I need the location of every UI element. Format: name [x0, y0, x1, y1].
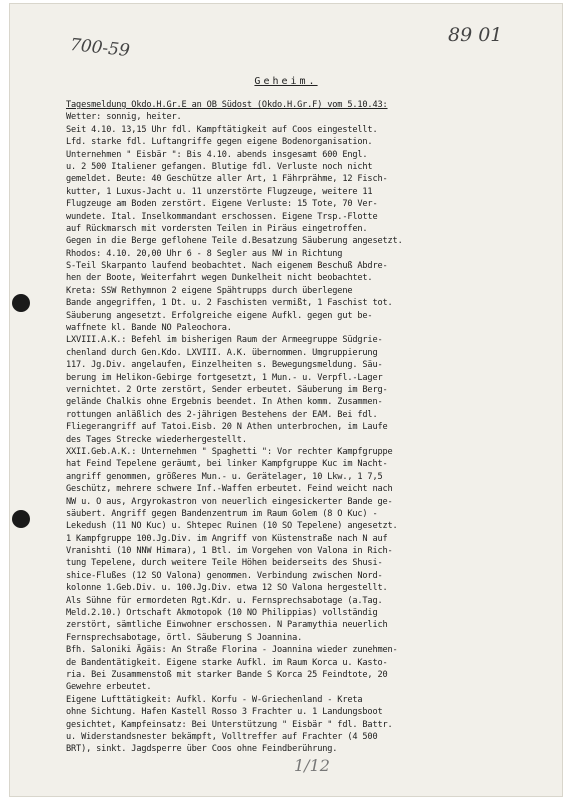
- text-line: angriff genommen, größeres Mun.- u. Gerätelager, 10 Lkw., 1 7,5: [66, 471, 383, 482]
- text-line: kolonne 1.Geb.Div. u. 100.Jg.Div. etwa 12 SO Valona hergestellt.: [66, 583, 388, 594]
- text-line: shice-Flußes (12 SO Valona) genommen. Verbindung zwischen Nord-: [66, 570, 383, 581]
- text-line: ria. Bei Zusammenstoß mit starker Bande S Korca 25 Feindtote, 20: [66, 669, 388, 680]
- text-line: rottungen anläßlich des 2-jährigen Bestehens der EAM. Bei fdl.: [66, 409, 378, 420]
- text-line: 1 Kampfgruppe 100.Jg.Div. im Angriff von Küstenstraße nach N auf: [66, 533, 388, 544]
- text-line: Bfh. Saloniki Ägäis: An Straße Florina - Joannina wieder zunehmen-: [66, 645, 398, 656]
- text-line: gelände Chalkis ohne Ergebnis beendet. In Athen komm. Zusammen-: [66, 397, 383, 408]
- text-line: u. 2 500 Italiener gefangen. Blutige fdl. Verluste noch nicht: [66, 161, 373, 172]
- text-line: 117. Jg.Div. angelaufen, Einzelheiten s. Bewegungsmeldung. Säu-: [66, 360, 383, 371]
- text-line: u. Widerstandsnester bekämpft, Volltreffer auf Frachter (4 500: [66, 731, 378, 742]
- text-line: Bande angegriffen, 1 Dt. u. 2 Faschisten vermißt, 1 Faschist tot.: [66, 298, 393, 309]
- text-line: Seit 4.10. 13,15 Uhr fdl. Kampftätigkeit auf Coos eingestellt.: [66, 124, 378, 135]
- text-line: hat Feind Tepelene geräumt, bei linker Kampfgruppe Kuc im Nacht-: [66, 459, 388, 470]
- text-line: Unternehmen " Eisbär ": Bis 4.10. abends insgesamt 600 Engl.: [66, 149, 368, 160]
- text-line: tung Tepelene, durch weitere Teile Höhen beiderseits des Shusi-: [66, 558, 383, 569]
- handwritten-page-mark: 1/12: [294, 756, 330, 775]
- document-page: [10, 4, 562, 796]
- text-line: waffnete kl. Bande NO Paleochora.: [66, 323, 232, 334]
- text-line: ohne Sichtung. Hafen Kastell Rosso 3 Frachter u. 1 Landungsboot: [66, 707, 383, 718]
- text-line: Kreta: SSW Rethymnon 2 eigene Spähtrupps durch überlegene: [66, 285, 353, 296]
- text-line: Lfd. starke fdl. Luftangriffe gegen eigene Bodenorganisation.: [66, 137, 373, 148]
- text-line: Säuberung angesetzt. Erfolgreiche eigene Aufkl. gegen gut be-: [66, 310, 373, 321]
- text-line: hen der Boote, Weiterfahrt wegen Dunkelheit nicht beobachtet.: [66, 273, 373, 284]
- text-line: wundete. Ital. Inselkommandant erschossen. Eigene Trsp.-Flotte: [66, 211, 378, 222]
- text-line: kutter, 1 Luxus-Jacht u. 11 unzerstörte Flugzeuge, weitere 11: [66, 186, 373, 197]
- text-line: gesichtet, Kampfeinsatz: Bei Unterstützung " Eisbär " fdl. Battr.: [66, 719, 393, 730]
- text-line: Rhodos: 4.10. 20,00 Uhr 6 - 8 Segler aus NW in Richtung: [66, 248, 343, 259]
- text-line: Geschütz, mehrere schwere Inf.-Waffen erbeutet. Feind weicht nach: [66, 484, 393, 495]
- handwritten-number-top-right: 89 01: [448, 24, 503, 46]
- text-line: NW u. O aus, Argyrokastron von neuerlich eingesickerter Bande ge-: [66, 496, 393, 507]
- text-line: Fernsprechsabotage, örtl. Säuberung S Joannina.: [66, 632, 303, 643]
- punch-hole-upper: [12, 294, 30, 312]
- text-line: S-Teil Skarpanto laufend beobachtet. Nach eigenem Beschuß Abdre-: [66, 261, 388, 272]
- text-line: BRT), sinkt. Jagdsperre über Coos ohne Feindberührung.: [66, 744, 338, 755]
- text-line: LXVIII.A.K.: Befehl im bisherigen Raum der Armeegruppe Südgrie-: [66, 335, 383, 346]
- handwritten-number-top-left: 700-59: [69, 34, 131, 62]
- text-line: Flugzeuge am Boden zerstört. Eigene Verluste: 15 Tote, 70 Ver-: [66, 199, 378, 210]
- text-line: Meld.2.10.) Ortschaft Akmotopok (10 NO Philippias) vollständig: [66, 608, 378, 619]
- text-line: chenland durch Gen.Kdo. LXVIII. A.K. übernommen. Umgruppierung: [66, 347, 378, 358]
- text-line: vernichtet. 2 Orte zerstört, Sender erbeutet. Säuberung im Berg-: [66, 384, 388, 395]
- text-line: säubert. Angriff gegen Bandenzentrum im Raum Golem (8 O Kuc) -: [66, 508, 378, 519]
- text-line: de Bandentätigkeit. Eigene starke Aufkl. im Raum Korca u. Kasto-: [66, 657, 388, 668]
- text-line: gemeldet. Beute: 40 Geschütze aller Art, 1 Fährprähme, 12 Fisch-: [66, 174, 388, 185]
- punch-hole-lower: [12, 510, 30, 528]
- text-line: berung im Helikon-Gebirge fortgesetzt, 1 Mun.- u. Verpfl.-Lager: [66, 372, 383, 383]
- text-line: zerstört, sämtliche Einwohner erschossen. N Paramythia neuerlich: [66, 620, 388, 631]
- text-line: Tagesmeldung Okdo.H.Gr.E an OB Südost (Okdo.H.Gr.F) vom 5.10.43:: [66, 100, 388, 110]
- text-line: Vranishti (10 NNW Himara), 1 Btl. im Vorgehen von Valona in Rich-: [66, 546, 393, 557]
- text-line: des Tages Strecke wiederhergestellt.: [66, 434, 247, 445]
- text-line: Wetter: sonnig, heiter.: [66, 112, 182, 123]
- text-line: Eigene Lufttätigkeit: Aufkl. Korfu - W-Griechenland - Kreta: [66, 694, 363, 705]
- text-line: XXII.Geb.A.K.: Unternehmen " Spaghetti ": Vor rechter Kampfgruppe: [66, 446, 393, 457]
- text-line: Gegen in die Berge geflohene Teile d.Besatzung Säuberung angesetzt.: [66, 236, 403, 247]
- text-line: Als Sühne für ermordeten Rgt.Kdr. u. Fernsprechsabotage (a.Tag.: [66, 595, 383, 606]
- classification-heading: Geheim.: [254, 76, 318, 87]
- report-body: [66, 99, 554, 756]
- text-line: auf Rückmarsch mit vordersten Teilen in Piräus eingetroffen.: [66, 223, 368, 234]
- text-line: Gewehre erbeutet.: [66, 682, 152, 693]
- text-line: Lekedush (11 NO Kuc) u. Shtepec Ruinen (10 SO Tepelene) angesetzt.: [66, 521, 398, 532]
- text-line: Fliegerangriff auf Tatoi.Eisb. 20 N Athen unterbrochen, im Laufe: [66, 422, 388, 433]
